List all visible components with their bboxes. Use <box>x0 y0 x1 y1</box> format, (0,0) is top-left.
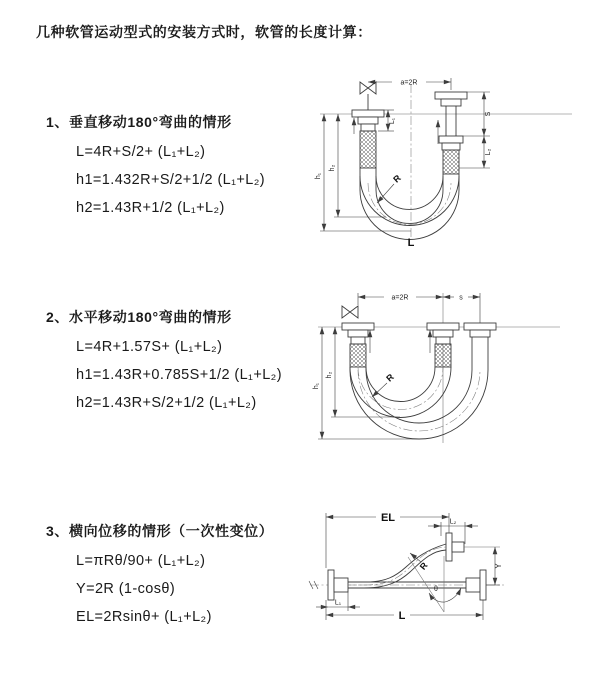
dim-label-el: EL <box>380 512 396 524</box>
diagram-lateral-displacement <box>298 500 600 660</box>
dim-label-s: s <box>459 294 463 302</box>
section-horizontal-180 <box>0 307 282 411</box>
dim-label-h2: h₂ <box>329 164 336 172</box>
dimension-h2 <box>329 114 386 217</box>
dimension-el <box>326 512 449 568</box>
radius-label: R <box>391 172 403 185</box>
section-heading: 1、垂直移动180°弯曲的情形 <box>46 114 232 130</box>
formula: h2=1.43R+S/2+1/2 (L₁+L₂) <box>76 395 257 411</box>
dim-label-l: L <box>398 610 406 622</box>
angle-label: θ <box>434 586 438 593</box>
valve-icon <box>360 82 376 110</box>
radius-leader <box>372 372 396 397</box>
dim-label-l1: L₁ <box>389 117 396 125</box>
left-end-fitting <box>342 323 374 367</box>
hose-s-curve <box>348 544 446 588</box>
page-title: 几种软管运动型式的安装方式时，软管的长度计算： <box>36 24 372 40</box>
dim-label-a2r: a=2R <box>400 79 418 87</box>
formula: EL=2Rsinθ+ (L₁+L₂) <box>76 609 212 625</box>
dim-label-a2r: a=2R <box>391 294 409 302</box>
dim-label-h1: h₁ <box>315 172 322 180</box>
dim-label-h2: h₂ <box>326 371 333 379</box>
radius-label: R <box>417 560 430 572</box>
length-label: L <box>407 237 415 249</box>
right-end-fitting <box>435 92 467 174</box>
dim-label-s: S <box>485 111 492 117</box>
left-end-fitting <box>352 110 384 168</box>
hose-u-bend <box>350 337 488 439</box>
dim-label-h1: h₁ <box>313 382 320 390</box>
dimension-a2r <box>368 78 451 90</box>
formula: h1=1.43R+0.785S+1/2 (L₁+L₂) <box>76 367 282 383</box>
diagram-vertical-180 <box>308 68 600 266</box>
dimension-l1 <box>316 592 360 611</box>
dimension-s <box>443 293 480 323</box>
left-end-fitting <box>328 570 348 600</box>
dimension-s <box>459 92 492 168</box>
dim-label-l2: L₂ <box>449 518 457 526</box>
section-heading: 2、水平移动180°弯曲的情形 <box>46 309 232 325</box>
dimension-l2 <box>428 519 478 545</box>
section-heading: 3、横向位移的情形（一次性变位） <box>46 523 274 539</box>
formula: L=4R+S/2+ (L₁+L₂) <box>76 144 206 160</box>
dim-label-l2: L₂ <box>485 148 492 156</box>
section-lateral-displacement <box>0 521 273 625</box>
middle-end-fitting <box>427 323 459 367</box>
formula: h1=1.432R+S/2+1/2 (L₁+L₂) <box>76 172 266 188</box>
radius-leader <box>377 173 403 203</box>
formula: L=πRθ/90+ (L₁+L₂) <box>76 553 206 569</box>
section-vertical-180 <box>0 112 265 216</box>
formula: h2=1.43R+1/2 (L₁+L₂) <box>76 200 225 216</box>
diagram-horizontal-180 <box>308 283 600 460</box>
right-end-fitting <box>464 323 496 337</box>
hose-u-bend <box>360 168 459 240</box>
angle-construction <box>408 556 461 612</box>
dim-label-y: Y <box>494 563 503 569</box>
valve-icon <box>342 306 358 318</box>
dimension-a2r <box>358 293 443 305</box>
displaced-end-fitting <box>446 533 500 561</box>
dimension-l <box>326 600 483 622</box>
dimension-y <box>486 547 503 585</box>
formula: Y=2R (1-cosθ) <box>76 581 176 597</box>
dimension-l2 <box>484 136 492 168</box>
formula: L=4R+1.57S+ (L₁+L₂) <box>76 339 223 355</box>
radius-label: R <box>384 371 396 384</box>
dim-label-l1: L₁ <box>334 599 342 607</box>
